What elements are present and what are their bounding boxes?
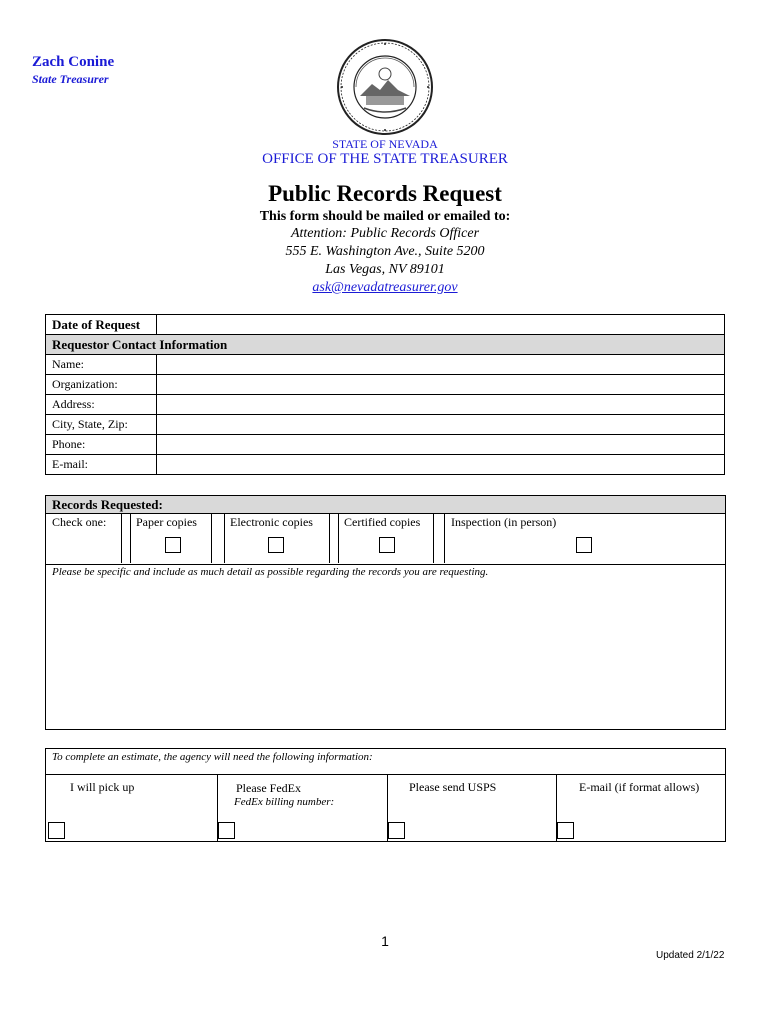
- mail-note: This form should be mailed or emailed to:: [259, 209, 511, 224]
- contact-section-header: Requestor Contact Information: [46, 335, 725, 355]
- contact-email-link[interactable]: ask@nevadatreasurer.gov: [312, 280, 458, 295]
- fedex-billing-label: FedEx billing number:: [234, 796, 335, 808]
- pickup-label: I will pick up: [70, 780, 135, 794]
- address-field[interactable]: [157, 395, 725, 415]
- city-state-zip-label: City, State, Zip:: [46, 415, 157, 435]
- pickup-checkbox[interactable]: [48, 822, 65, 839]
- document-title: Public Records Request: [268, 181, 502, 206]
- certified-copies-checkbox[interactable]: [379, 537, 395, 553]
- usps-checkbox[interactable]: [388, 822, 405, 839]
- email-label: E-mail:: [46, 455, 157, 475]
- electronic-copies-checkbox[interactable]: [268, 537, 284, 553]
- records-details-textarea[interactable]: [46, 580, 725, 728]
- electronic-copies-label: Electronic copies: [230, 515, 313, 529]
- name-field[interactable]: [157, 355, 725, 375]
- email-delivery-checkbox[interactable]: [557, 822, 574, 839]
- date-of-request-label: Date of Request: [46, 315, 157, 335]
- address-line-3: Las Vegas, NV 89101: [325, 262, 445, 277]
- updated-date: Updated 2/1/22: [656, 950, 725, 961]
- date-of-request-field[interactable]: [157, 315, 725, 335]
- fedex-label: Please FedEx: [236, 781, 301, 795]
- usps-label: Please send USPS: [409, 780, 497, 794]
- organization-field[interactable]: [157, 375, 725, 395]
- city-state-zip-field[interactable]: [157, 415, 725, 435]
- records-options-row: [46, 514, 725, 565]
- delivery-divider: [46, 774, 725, 775]
- paper-copies-checkbox[interactable]: [165, 537, 181, 553]
- check-one-label: Check one:: [52, 515, 107, 529]
- phone-label: Phone:: [46, 435, 157, 455]
- fedex-checkbox[interactable]: [218, 822, 235, 839]
- state-seal-image: [336, 38, 434, 136]
- treasurer-name: Zach Conine: [32, 54, 115, 70]
- estimate-note: To complete an estimate, the agency will need the following information:: [52, 751, 373, 763]
- records-requested-header: [46, 496, 725, 514]
- organization-label: Organization:: [46, 375, 157, 395]
- name-label: Name:: [46, 355, 157, 375]
- inspection-checkbox[interactable]: [576, 537, 592, 553]
- contact-info-table: [45, 314, 725, 475]
- phone-field[interactable]: [157, 435, 725, 455]
- office-name: OFFICE OF THE STATE TREASURER: [262, 151, 508, 167]
- page-number: 1: [381, 933, 389, 949]
- treasurer-title: State Treasurer: [32, 72, 109, 86]
- inspection-label: Inspection (in person): [451, 515, 557, 529]
- records-requested-label: Records Requested:: [52, 497, 163, 512]
- records-details-prompt: Please be specific and include as much detail as possible regarding the records you are requesting.: [52, 566, 489, 578]
- address-label: Address:: [46, 395, 157, 415]
- certified-copies-label: Certified copies: [344, 515, 421, 529]
- address-line-2: 555 E. Washington Ave., Suite 5200: [285, 244, 485, 259]
- address-line-1: Attention: Public Records Officer: [290, 226, 480, 241]
- email-delivery-label: E-mail (if format allows): [579, 780, 700, 794]
- state-name: STATE OF NEVADA: [332, 137, 438, 151]
- email-field[interactable]: [157, 455, 725, 475]
- paper-copies-label: Paper copies: [136, 515, 197, 529]
